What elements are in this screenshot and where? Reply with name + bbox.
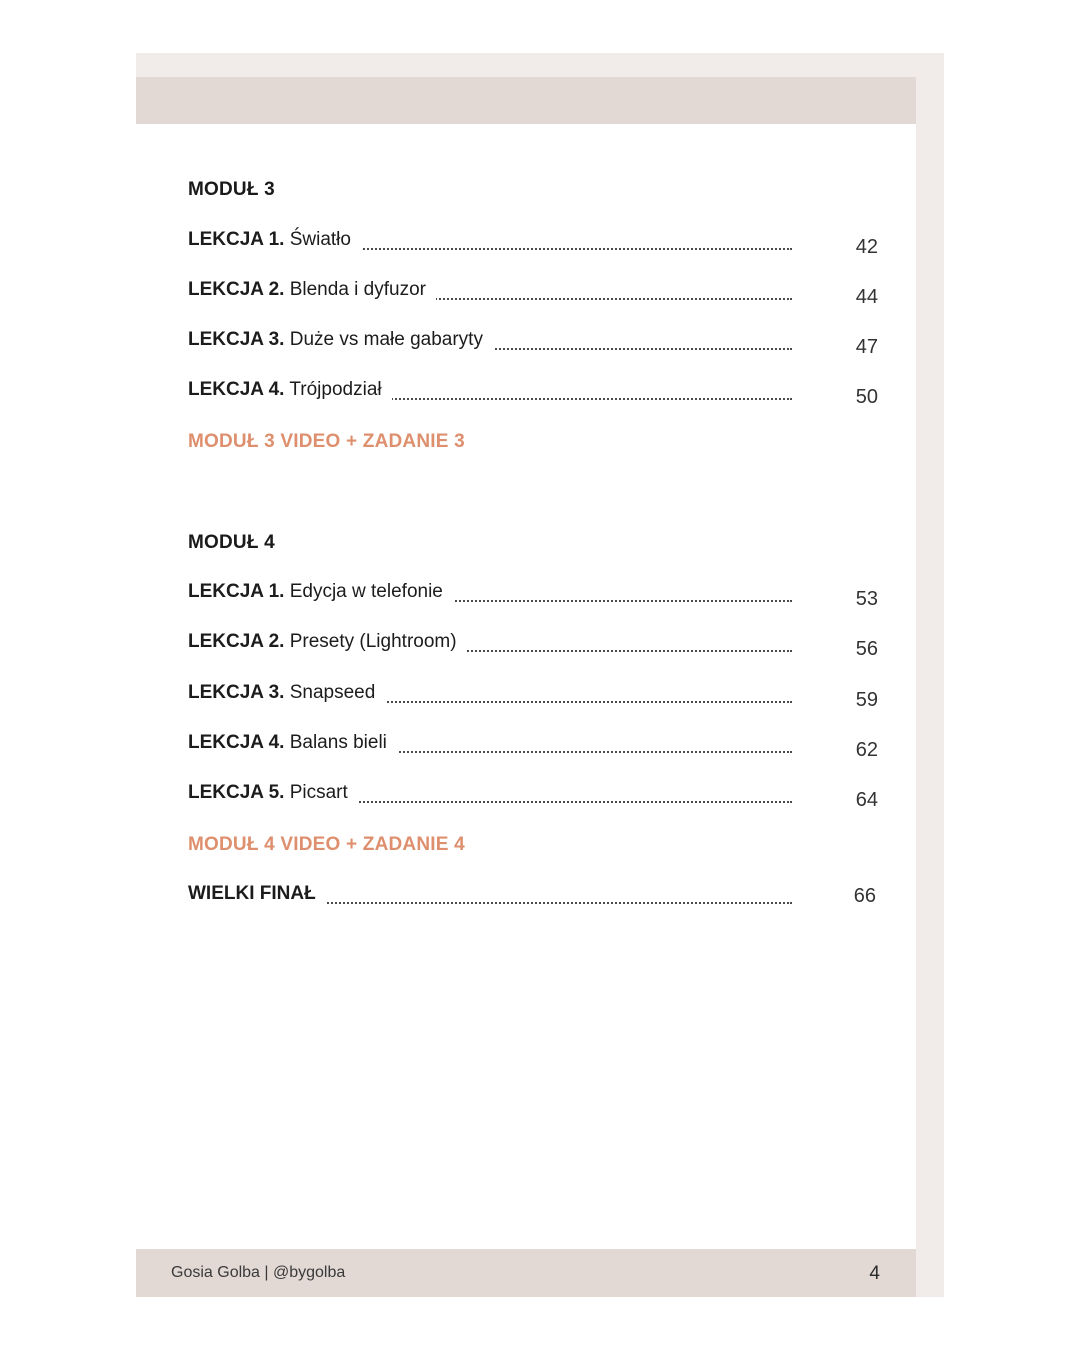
page-number: 53	[855, 588, 878, 610]
lesson-name: Edycja w telefonie	[289, 581, 443, 602]
toc-entry-m4-l5[interactable]	[188, 782, 878, 812]
lesson-name: Balans bieli	[289, 732, 387, 753]
lesson-label: LEKCJA 4.	[188, 379, 285, 400]
lesson-label: LEKCJA 2.	[188, 631, 285, 652]
header-band	[136, 77, 916, 124]
page-number: 59	[855, 689, 878, 711]
module-4-video-link[interactable]: MODUŁ 4 VIDEO + ZADANIE 4	[188, 834, 465, 855]
lesson-label: LEKCJA 1.	[188, 229, 285, 250]
lesson-label: LEKCJA 5.	[188, 782, 285, 803]
module-3-video-link[interactable]: MODUŁ 3 VIDEO + ZADANIE 3	[188, 431, 465, 452]
lesson-name: Blenda i dyfuzor	[289, 279, 426, 300]
footer-author: Gosia Golba | @bygolba	[171, 1264, 346, 1281]
lesson-name: Trójpodział	[289, 379, 382, 400]
lesson-name: Światło	[289, 229, 351, 250]
page-number: 42	[855, 236, 878, 258]
page-number: 47	[855, 336, 878, 358]
page-number: 50	[855, 386, 878, 408]
toc-entry-m3-l3[interactable]	[188, 329, 878, 359]
lesson-name: Duże vs małe gabaryty	[289, 329, 483, 350]
footer-band	[136, 1249, 916, 1297]
page-number: 66	[853, 885, 876, 907]
lesson-label: LEKCJA 3.	[188, 682, 285, 703]
lesson-label: LEKCJA 4.	[188, 732, 285, 753]
toc-entry-m4-l4[interactable]	[188, 732, 878, 762]
page-number: 44	[855, 286, 878, 308]
lesson-name: Presety (Lightroom)	[289, 631, 457, 652]
toc-entry-m4-l2[interactable]	[188, 631, 878, 661]
lesson-name: Snapseed	[289, 682, 376, 703]
footer-page-number: 4	[869, 1263, 880, 1284]
lesson-label: LEKCJA 2.	[188, 279, 285, 300]
page-number: 56	[855, 638, 878, 660]
page-number: 62	[855, 739, 878, 761]
lesson-label: LEKCJA 1.	[188, 581, 285, 602]
toc-entry-m3-l4[interactable]	[188, 379, 878, 409]
toc-entry-m4-l3[interactable]	[188, 682, 878, 712]
toc-entry-m3-l2[interactable]	[188, 279, 878, 309]
lesson-label: LEKCJA 3.	[188, 329, 285, 350]
toc-entry-finale[interactable]	[188, 883, 878, 913]
finale-label: WIELKI FINAŁ	[188, 883, 316, 904]
module-3-title: MODUŁ 3	[188, 179, 275, 200]
toc-entry-m3-l1[interactable]	[188, 229, 878, 259]
document-page	[136, 77, 916, 1297]
page-number: 64	[855, 789, 878, 811]
toc-entry-m4-l1[interactable]	[188, 581, 878, 611]
lesson-name: Picsart	[289, 782, 348, 803]
module-4-title: MODUŁ 4	[188, 532, 275, 553]
